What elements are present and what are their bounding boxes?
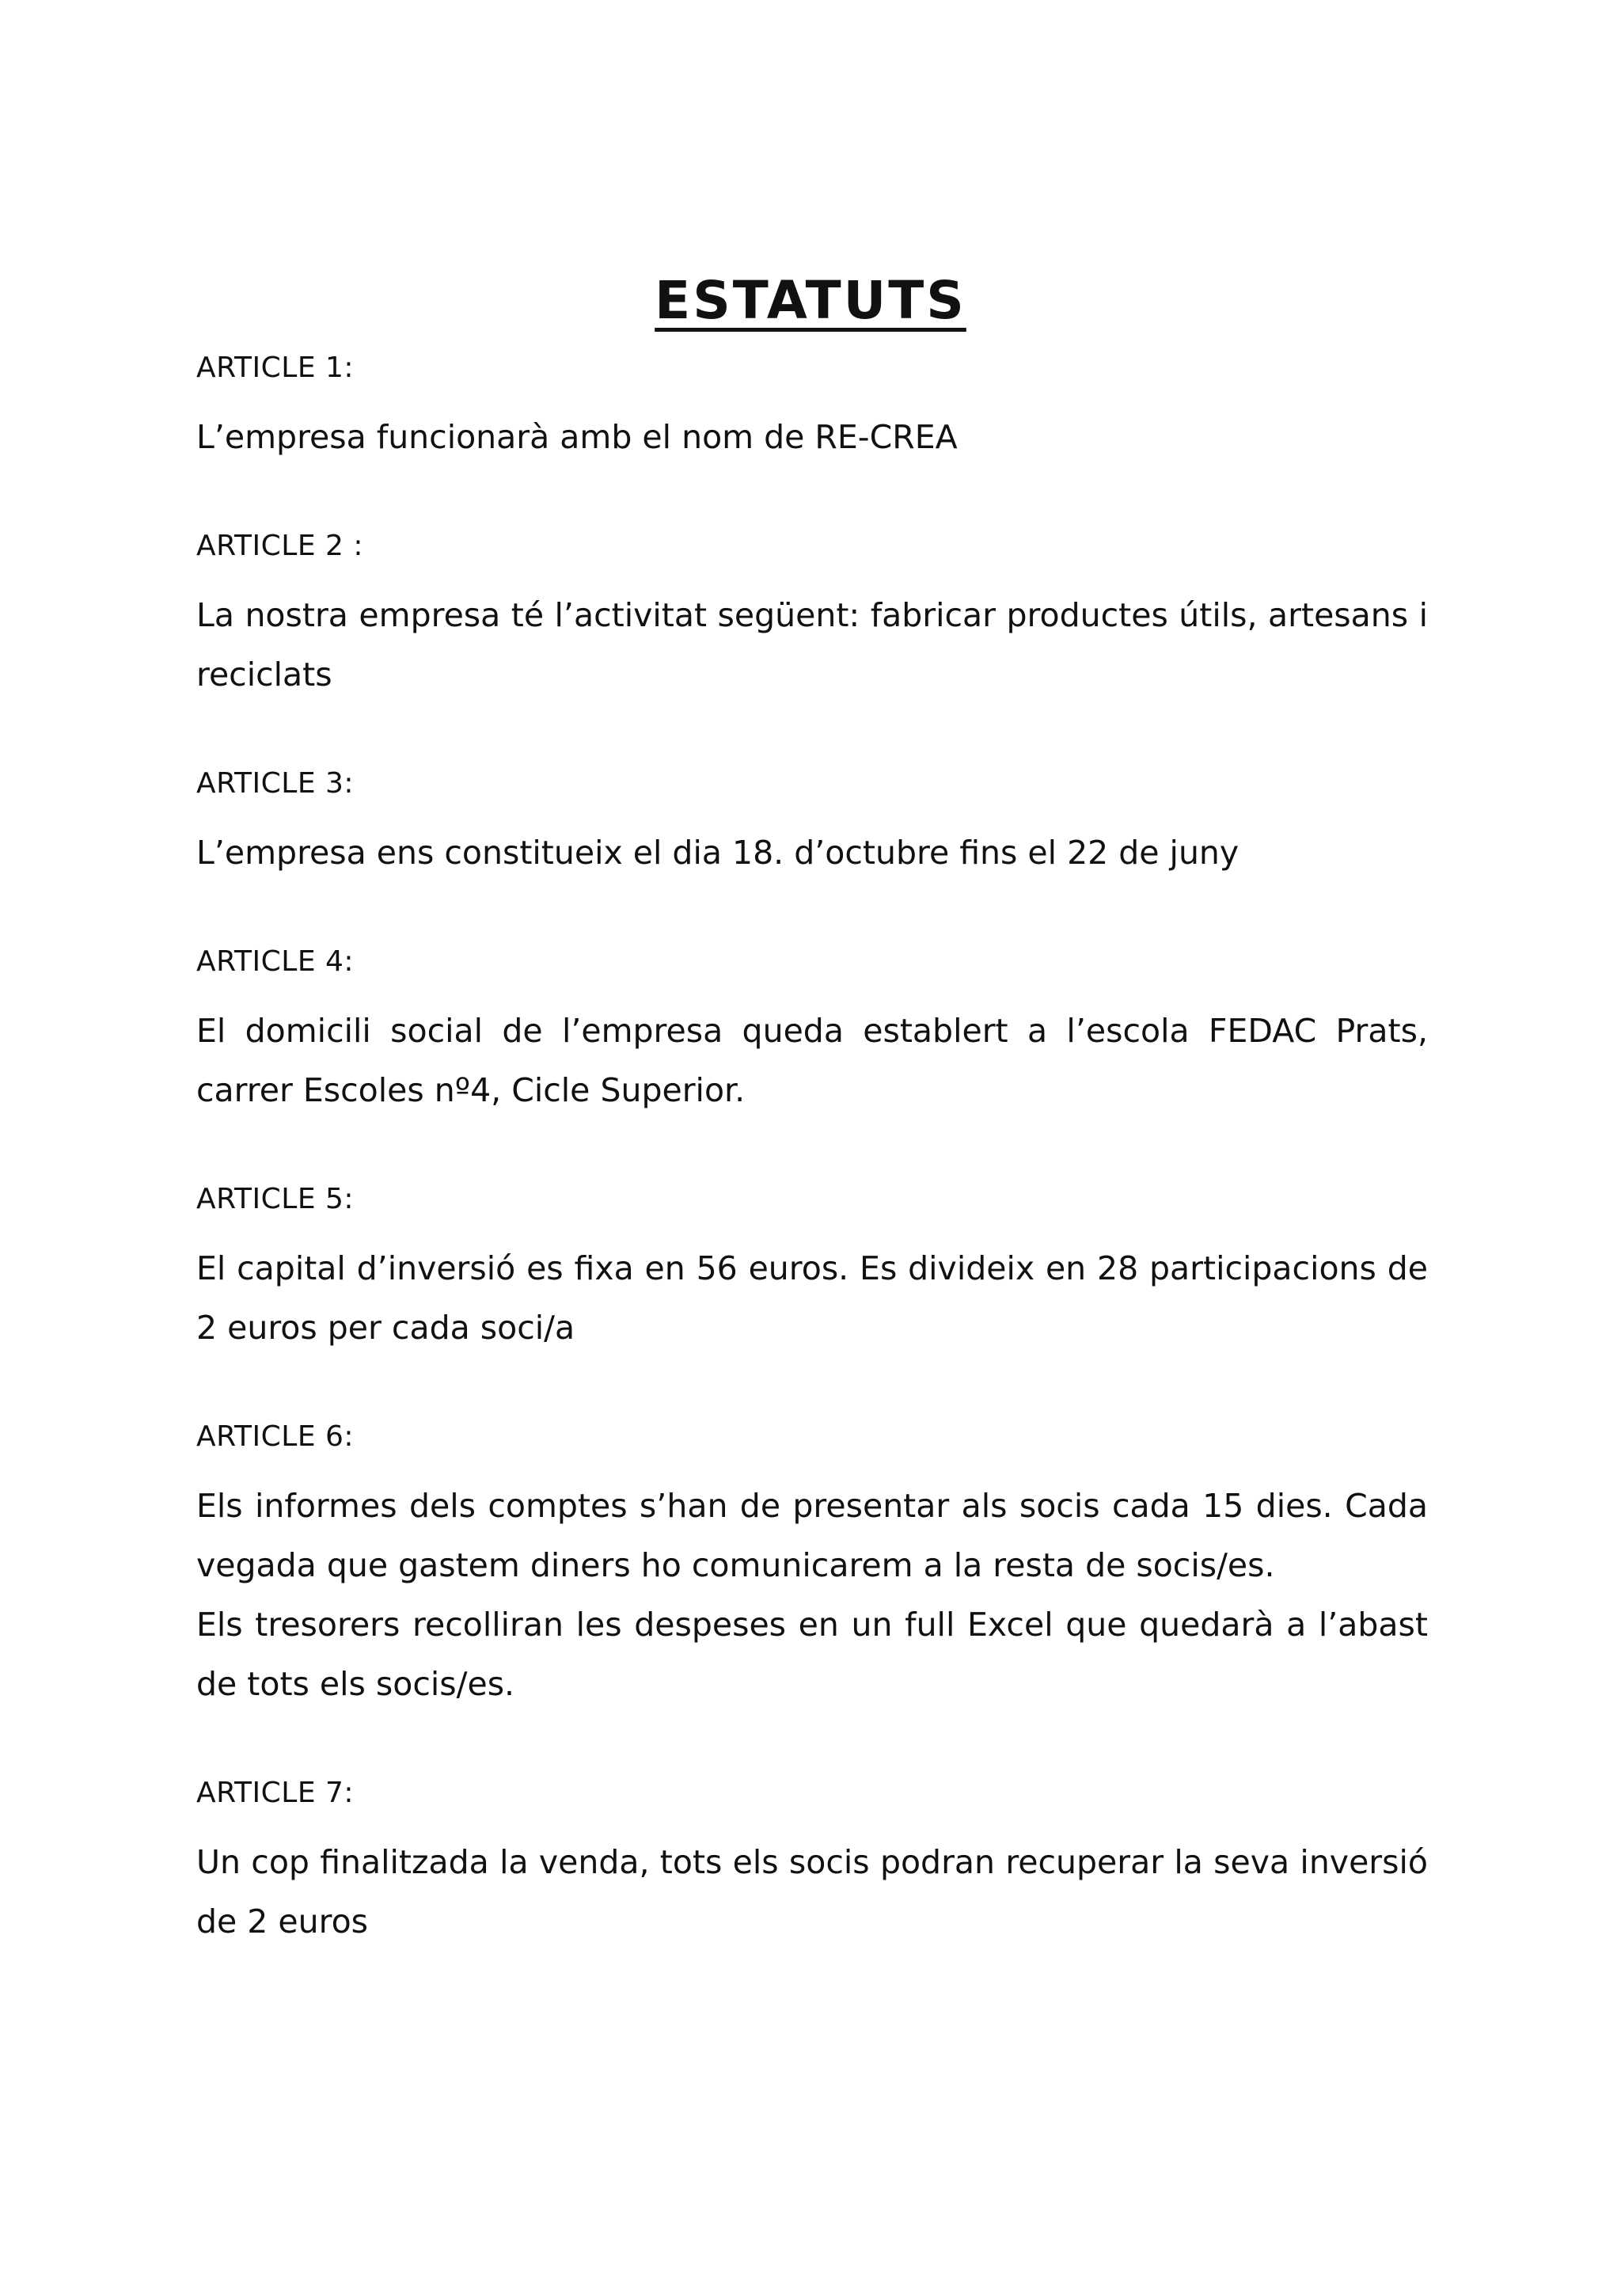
article-1 [196,348,1428,467]
article-body [196,408,1428,467]
article-paragraph: La nostra empresa té l’activitat següent: fabricar productes útils, artesans i reciclats [196,596,1428,694]
article-heading: ARTICLE 6: [196,1420,355,1453]
article-heading: ARTICLE 1: [196,352,355,384]
article-paragraph: Els tresorers recolliran les despeses en un full Excel que quedarà a l’abast de tots els socis/es. [196,1606,1428,1703]
article-heading: ARTICLE 5: [196,1183,355,1215]
article-paragraph: El capital d’inversió es fixa en 56 euros. Es divideix en 28 participacions de 2 euros per cada soci/a [196,1249,1428,1347]
article-4 [196,942,1428,1120]
article-3 [196,764,1428,883]
article-paragraph: Un cop finalitzada la venda, tots els socis podran recuperar la seva inversió de 2 euros [196,1843,1428,1941]
article-paragraph: Els informes dels comptes s’han de presentar als socis cada 15 dies. Cada vegada que gastem diners ho comunicarem a la resta de socis/es. [196,1487,1428,1584]
article-body [196,1002,1428,1120]
article-paragraph: L’empresa funcionarà amb el nom de RE-CREA [196,418,958,456]
article-body [196,1833,1428,1952]
article-6 [196,1417,1428,1714]
article-heading: ARTICLE 2 : [196,530,363,562]
document-title: ESTATUTS [655,270,966,332]
article-body [196,823,1428,883]
article-heading: ARTICLE 7: [196,1777,355,1809]
article-7 [196,1773,1428,1952]
article-heading: ARTICLE 3: [196,767,355,800]
article-body [196,1477,1428,1714]
article-2 [196,526,1428,705]
article-body [196,586,1428,705]
article-paragraph: El domicili social de l’empresa queda establert a l’escola FEDAC Prats, carrer Escoles nº4, Cicle Superior. [196,1012,1428,1109]
article-5 [196,1180,1428,1358]
article-body [196,1239,1428,1358]
article-heading: ARTICLE 4: [196,945,355,978]
article-paragraph: L’empresa ens constitueix el dia 18. d’octubre fins el 22 de juny [196,834,1239,872]
